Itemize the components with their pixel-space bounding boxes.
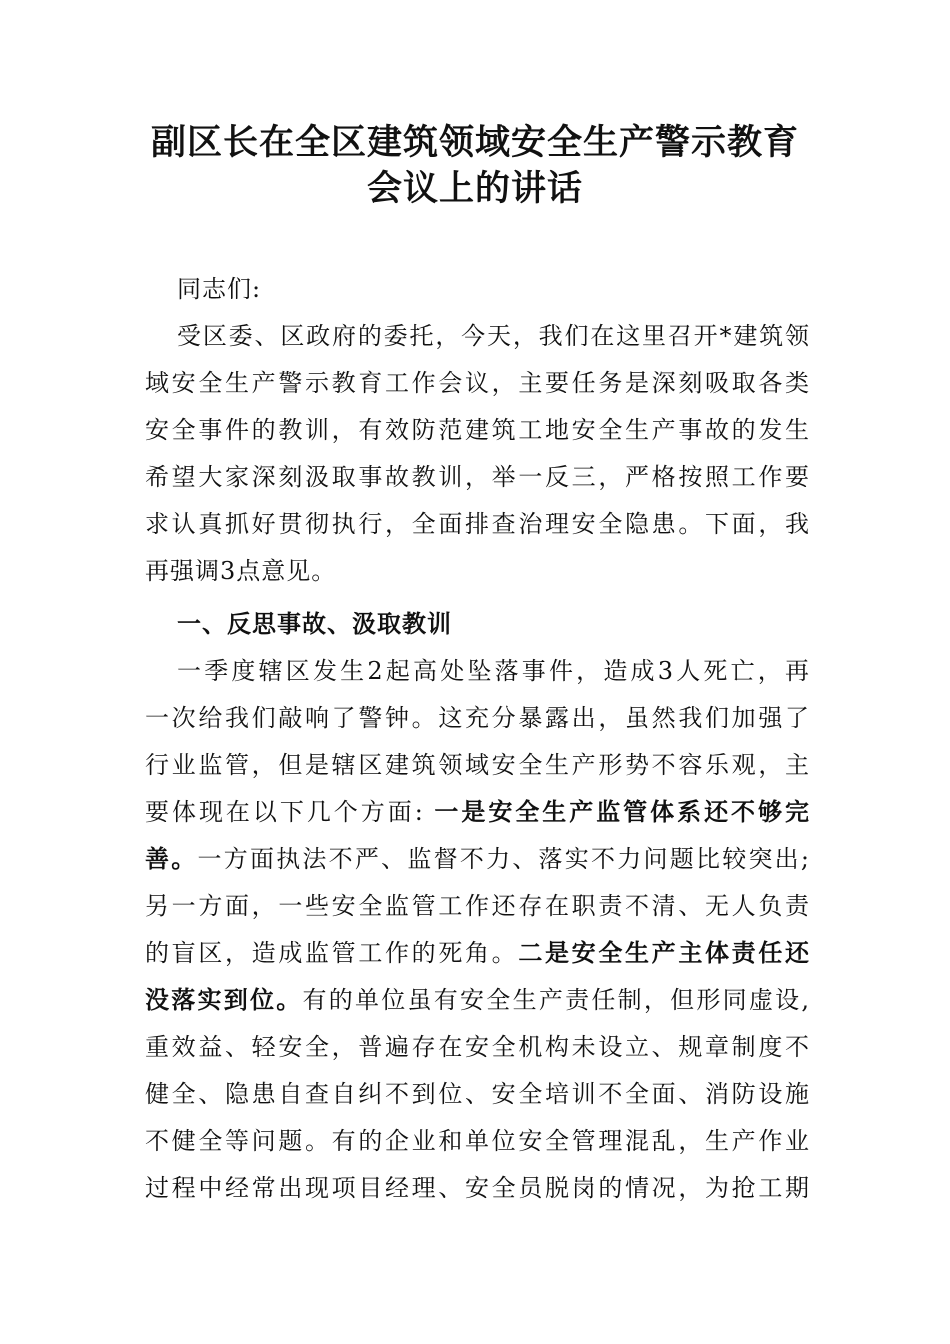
paragraph-1-line: 安全事件的教训，有效防范建筑工地安全生产事故的发生 <box>145 416 810 444</box>
document-title-line-2: 会议上的讲话 <box>366 168 583 209</box>
paragraph-2-line <box>145 977 810 1023</box>
key-point-1-text: 善。 <box>145 844 198 873</box>
paragraph-2-line: 一季度辖区发生2起高处坠落事件，造成3人死亡，再 <box>177 657 810 685</box>
paragraph-2-line: 一次给我们敲响了警钟。这充分暴露出，虽然我们加强了 <box>145 704 810 732</box>
document-title-line-1: 副区长在全区建筑领域安全生产警示教育 <box>150 122 799 163</box>
paragraph-1-line: 再强调3点意见。 <box>145 557 337 585</box>
paragraph-1-line: 域安全生产警示教育工作会议，主要任务是深刻吸取各类 <box>145 369 810 397</box>
paragraph-2-line: 另一方面，一些安全监管工作还存在职责不清、无人负责 <box>145 892 810 920</box>
salutation: 同志们: <box>177 275 262 303</box>
paragraph-2-line <box>145 789 810 835</box>
paragraph-2-line <box>145 930 810 976</box>
paragraph-2-line: 健全、隐患自查自纠不到位、安全培训不全面、消防设施 <box>145 1080 810 1108</box>
paragraph-1-line: 受区委、区政府的委托，今天，我们在这里召开*建筑领 <box>177 322 810 350</box>
paragraph-2-line: 不健全等问题。有的企业和单位安全管理混乱，生产作业 <box>145 1127 810 1155</box>
paragraph-2-line: 过程中经常出现项目经理、安全员脱岗的情况，为抢工期 <box>145 1174 810 1202</box>
paragraph-2-line: 行业监管，但是辖区建筑领域安全生产形势不容乐观，主 <box>145 751 810 779</box>
key-point-1-text: 一是安全生产监管体系还不够完 <box>434 797 811 826</box>
paragraph-2-line <box>145 836 810 882</box>
key-point-2-text: 二是安全生产主体责任还 <box>518 938 811 967</box>
paragraph-1-line: 求认真抓好贯彻执行，全面排查治理安全隐患。下面，我 <box>145 510 810 538</box>
paragraph-text: 有的单位虽有安全生产责任制，但形同虚设, <box>302 986 810 1014</box>
key-point-2-text: 没落实到位。 <box>145 985 303 1014</box>
paragraph-text: 要体现在以下几个方面: <box>145 798 435 826</box>
paragraph-2-line: 重效益、轻安全，普遍存在安全机构未设立、规章制度不 <box>145 1033 810 1061</box>
paragraph-text: 一方面执法不严、监督不力、落实不力问题比较突出; <box>197 845 811 873</box>
paragraph-text: 的盲区，造成监管工作的死角。 <box>145 939 519 967</box>
section-heading-1: 一、反思事故、汲取教训 <box>177 609 452 638</box>
paragraph-1-line: 希望大家深刻汲取事故教训，举一反三，严格按照工作要 <box>145 463 810 491</box>
